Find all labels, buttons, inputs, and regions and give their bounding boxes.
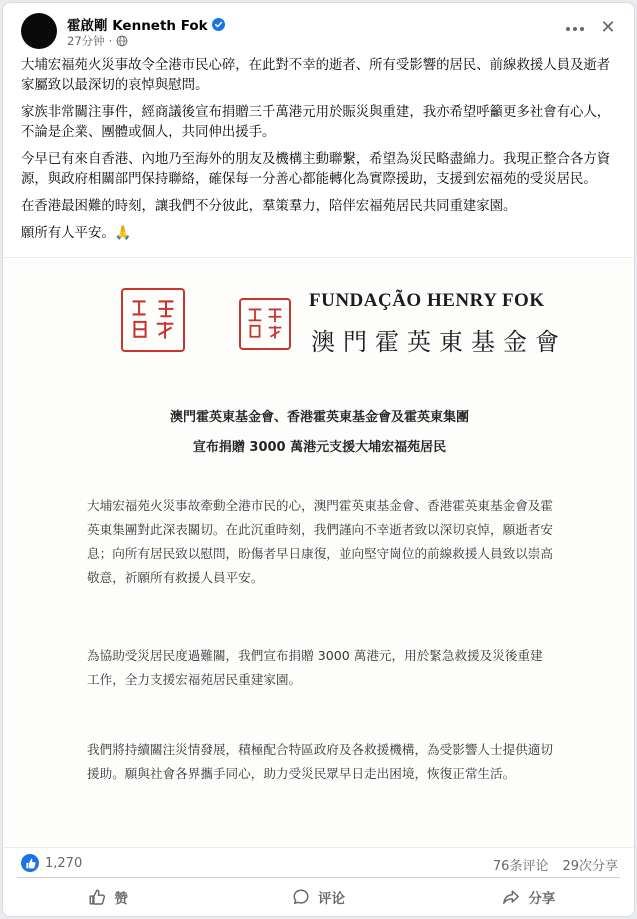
share-button-label: 分享 (528, 891, 556, 907)
more-options-icon[interactable] (562, 17, 588, 41)
post-message (21, 56, 621, 251)
post-card (2, 2, 635, 917)
post-paragraph: 大埔宏福苑火災事故令全港市民心碎，在此對不幸的逝者、所有受影響的居民、前線救援人員及逝者家屬致以最深切的哀悼與慰問。 (21, 58, 611, 93)
comment-button-label: 评论 (317, 891, 345, 907)
document-paragraph: 大埔宏福苑火災事故牽動全港市民的心，澳門霍英東基金會、香港霍英東基金會及霍英東集團對此深表關切。在此沉重時刻，我們謹向不幸逝者致以深切哀悼，願逝者安息；向所有居民致以慰問，盼傷者早日康復，並向堅守崗位的前線救援人員致以崇高敬意，祈願所有救援人員平安。 (87, 498, 553, 585)
comment-count[interactable]: 76条评论 (492, 859, 549, 874)
foundation-name-zh: 澳門霍英東基金會 (311, 328, 567, 356)
divider (17, 877, 620, 878)
share-count[interactable]: 29次分享 (562, 859, 618, 874)
action-bar (3, 879, 634, 915)
post-paragraph: 家族非常關注事件，經商議後宣布捐贈三千萬港元用於賑災與重建，我亦希望呼籲更多社會有心人，不論是企業、團體或個人，共同伸出援手。 (21, 105, 611, 140)
comment-bubble-icon (292, 888, 310, 906)
verified-badge-icon (212, 18, 225, 31)
post-meta (67, 33, 128, 49)
post-timestamp[interactable]: 27分钟 (67, 34, 105, 48)
post-paragraph: 在香港最困難的時刻，讓我們不分彼此，羣策羣力，陪伴宏福苑居民共同重建家園。 (21, 199, 517, 214)
thumbs-up-icon (21, 854, 39, 872)
post-paragraph: 今早已有來自香港、內地乃至海外的朋友及機構主動聯繫，希望為災民略盡綿力。我現正整合各方資源，與政府相關部門保持聯絡，確保每一分善心都能轉化為實際援助，支援到宏福苑的受災居民。 (21, 152, 611, 187)
document-paragraph: 為協助受災居民度過難關，我們宣布捐贈 3000 萬港元，用於緊急救援及災後重建工作，全力支援宏福苑居民重建家園。 (87, 648, 543, 687)
reaction-summary[interactable] (21, 854, 82, 872)
document-subtitle: 宣布捐贈 3000 萬港元支援大埔宏福苑居民 (192, 440, 447, 455)
share-button[interactable] (424, 879, 634, 915)
meta-separator: · (108, 34, 113, 48)
seal-stamp-icon (121, 288, 185, 352)
foundation-name-en: FUNDAÇÃO HENRY FOK (309, 290, 545, 311)
thumbs-up-icon (88, 888, 106, 906)
author-name[interactable]: 霍啟剛 Kenneth Fok (67, 18, 208, 34)
close-icon[interactable]: ✕ (600, 17, 616, 38)
comment-button[interactable] (213, 879, 423, 915)
document-title: 澳門霍英東基金會、香港霍英東基金會及霍英東集團 (169, 410, 469, 425)
like-count: 1,270 (45, 855, 83, 871)
share-arrow-icon (502, 888, 520, 906)
like-button[interactable] (3, 879, 213, 915)
avatar[interactable] (21, 13, 57, 49)
post-image[interactable] (3, 257, 635, 848)
like-button-label: 赞 (114, 891, 128, 907)
seal-stamp-icon (239, 298, 291, 350)
engagement-counts (493, 855, 618, 874)
author-row (67, 14, 225, 34)
globe-icon (116, 35, 128, 47)
post-paragraph: 願所有人平安。🙏 (21, 226, 132, 241)
document-paragraph: 我們將持續關注災情發展，積極配合特區政府及各救援機構，為受影響人士提供適切援助。願與社會各界攜手同心，助力受災民眾早日走出困境，恢復正常生活。 (87, 742, 553, 781)
